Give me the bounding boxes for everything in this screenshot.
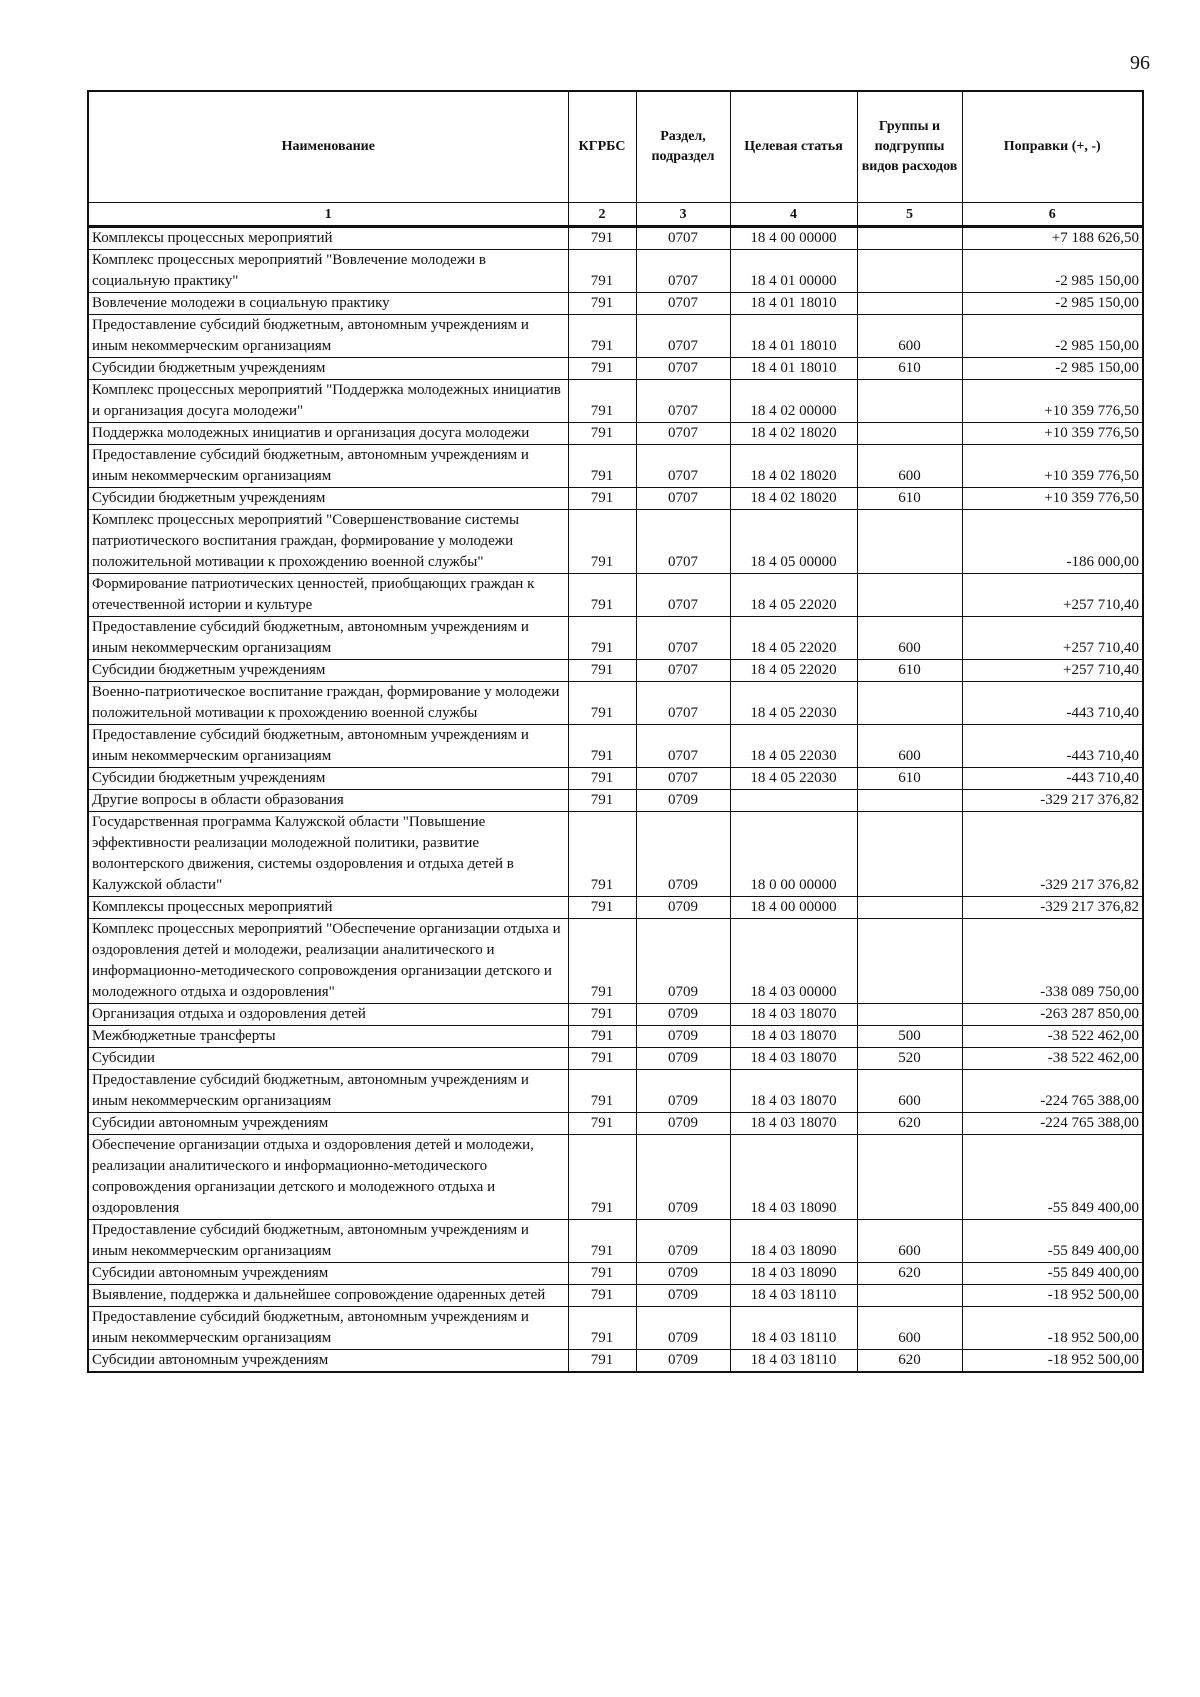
cell-expense-group: 600	[857, 315, 962, 358]
cell-amendment-amount: -55 849 400,00	[962, 1220, 1143, 1263]
table-row	[88, 510, 1143, 574]
cell-name: Комплексы процессных мероприятий	[88, 897, 568, 919]
column-number: 1	[88, 203, 568, 227]
cell-expense-group	[857, 574, 962, 617]
cell-section: 0707	[636, 380, 730, 423]
cell-name: Субсидии бюджетным учреждениям	[88, 358, 568, 380]
cell-section: 0707	[636, 423, 730, 445]
cell-kgrbs: 791	[568, 1307, 636, 1350]
cell-section: 0709	[636, 1048, 730, 1070]
table-row	[88, 660, 1143, 682]
cell-name: Предоставление субсидий бюджетным, автономным учреждениям и иным некоммерческим организациям	[88, 725, 568, 768]
cell-section: 0707	[636, 227, 730, 250]
cell-expense-group	[857, 812, 962, 897]
cell-expense-group: 600	[857, 1220, 962, 1263]
cell-target-article: 18 4 03 18070	[730, 1048, 857, 1070]
cell-name: Субсидии бюджетным учреждениям	[88, 660, 568, 682]
cell-name: Предоставление субсидий бюджетным, автономным учреждениям и иным некоммерческим организациям	[88, 1307, 568, 1350]
cell-expense-group: 610	[857, 488, 962, 510]
cell-target-article: 18 4 03 18110	[730, 1350, 857, 1373]
cell-expense-group: 620	[857, 1350, 962, 1373]
table-row	[88, 1220, 1143, 1263]
cell-expense-group	[857, 919, 962, 1004]
cell-name: Субсидии бюджетным учреждениям	[88, 488, 568, 510]
table-row	[88, 1004, 1143, 1026]
cell-kgrbs: 791	[568, 660, 636, 682]
cell-kgrbs: 791	[568, 1026, 636, 1048]
cell-name: Комплекс процессных мероприятий "Совершенствование системы патриотического воспитания граждан, формирование у молодежи положительной мотивации к прохождению военной службы"	[88, 510, 568, 574]
cell-name: Другие вопросы в области образования	[88, 790, 568, 812]
cell-amendment-amount: +257 710,40	[962, 574, 1143, 617]
cell-amendment-amount: -443 710,40	[962, 725, 1143, 768]
cell-kgrbs: 791	[568, 380, 636, 423]
header-groups: Группы и подгруппы видов расходов	[857, 91, 962, 203]
table-row	[88, 725, 1143, 768]
cell-target-article	[730, 790, 857, 812]
cell-section: 0707	[636, 315, 730, 358]
cell-expense-group: 600	[857, 1070, 962, 1113]
cell-expense-group	[857, 293, 962, 315]
table-row	[88, 617, 1143, 660]
cell-kgrbs: 791	[568, 790, 636, 812]
cell-name: Вовлечение молодежи в социальную практику	[88, 293, 568, 315]
cell-section: 0707	[636, 725, 730, 768]
cell-kgrbs: 791	[568, 768, 636, 790]
cell-target-article: 18 4 01 18010	[730, 293, 857, 315]
cell-name: Субсидии автономным учреждениям	[88, 1350, 568, 1373]
cell-expense-group: 600	[857, 725, 962, 768]
header-amendments: Поправки (+, -)	[962, 91, 1143, 203]
table-row	[88, 358, 1143, 380]
cell-target-article: 18 4 05 22020	[730, 617, 857, 660]
cell-target-article: 18 4 05 22030	[730, 768, 857, 790]
cell-name: Субсидии автономным учреждениям	[88, 1263, 568, 1285]
cell-kgrbs: 791	[568, 423, 636, 445]
cell-section: 0707	[636, 617, 730, 660]
cell-amendment-amount: -338 089 750,00	[962, 919, 1143, 1004]
cell-kgrbs: 791	[568, 510, 636, 574]
table-row	[88, 812, 1143, 897]
cell-section: 0707	[636, 488, 730, 510]
cell-section: 0707	[636, 682, 730, 725]
cell-section: 0709	[636, 1285, 730, 1307]
cell-name: Комплексы процессных мероприятий	[88, 227, 568, 250]
cell-section: 0707	[636, 293, 730, 315]
cell-amendment-amount: -329 217 376,82	[962, 812, 1143, 897]
cell-expense-group	[857, 790, 962, 812]
cell-section: 0709	[636, 919, 730, 1004]
cell-section: 0707	[636, 768, 730, 790]
header-row	[88, 91, 1143, 203]
cell-name: Предоставление субсидий бюджетным, автономным учреждениям и иным некоммерческим организациям	[88, 445, 568, 488]
cell-target-article: 18 4 02 18020	[730, 445, 857, 488]
cell-target-article: 18 4 05 00000	[730, 510, 857, 574]
cell-target-article: 18 4 02 18020	[730, 423, 857, 445]
cell-kgrbs: 791	[568, 812, 636, 897]
cell-expense-group	[857, 1285, 962, 1307]
cell-amendment-amount: -38 522 462,00	[962, 1048, 1143, 1070]
cell-amendment-amount: -38 522 462,00	[962, 1026, 1143, 1048]
cell-target-article: 18 4 03 18110	[730, 1307, 857, 1350]
cell-target-article: 18 4 00 00000	[730, 227, 857, 250]
table-row	[88, 227, 1143, 250]
cell-name: Военно-патриотическое воспитание граждан, формирование у молодежи положительной мотивации к прохождению военной службы	[88, 682, 568, 725]
table-row	[88, 1135, 1143, 1220]
cell-amendment-amount: +10 359 776,50	[962, 380, 1143, 423]
cell-section: 0709	[636, 1263, 730, 1285]
cell-amendment-amount: +10 359 776,50	[962, 423, 1143, 445]
cell-kgrbs: 791	[568, 1285, 636, 1307]
cell-kgrbs: 791	[568, 1048, 636, 1070]
cell-target-article: 18 4 03 18110	[730, 1285, 857, 1307]
cell-kgrbs: 791	[568, 725, 636, 768]
cell-target-article: 18 4 01 18010	[730, 315, 857, 358]
cell-name: Субсидии	[88, 1048, 568, 1070]
column-number-row	[88, 203, 1143, 227]
cell-amendment-amount: -186 000,00	[962, 510, 1143, 574]
table-row	[88, 1350, 1143, 1373]
cell-amendment-amount: -224 765 388,00	[962, 1070, 1143, 1113]
cell-kgrbs: 791	[568, 1263, 636, 1285]
cell-amendment-amount: -18 952 500,00	[962, 1307, 1143, 1350]
table-row	[88, 423, 1143, 445]
cell-kgrbs: 791	[568, 574, 636, 617]
cell-target-article: 18 4 05 22020	[730, 660, 857, 682]
cell-expense-group: 620	[857, 1113, 962, 1135]
cell-expense-group	[857, 1004, 962, 1026]
table-row	[88, 488, 1143, 510]
cell-target-article: 18 4 01 00000	[730, 250, 857, 293]
cell-amendment-amount: -263 287 850,00	[962, 1004, 1143, 1026]
cell-amendment-amount: +257 710,40	[962, 660, 1143, 682]
table-row	[88, 919, 1143, 1004]
table-row	[88, 1307, 1143, 1350]
table-row	[88, 1048, 1143, 1070]
cell-target-article: 18 4 05 22020	[730, 574, 857, 617]
table-row	[88, 380, 1143, 423]
cell-expense-group	[857, 380, 962, 423]
cell-expense-group: 620	[857, 1263, 962, 1285]
cell-amendment-amount: +10 359 776,50	[962, 445, 1143, 488]
cell-expense-group	[857, 423, 962, 445]
table-row	[88, 315, 1143, 358]
cell-amendment-amount: -2 985 150,00	[962, 315, 1143, 358]
header-name: Наименование	[88, 91, 568, 203]
cell-target-article: 18 4 03 18070	[730, 1026, 857, 1048]
cell-section: 0707	[636, 660, 730, 682]
cell-amendment-amount: +7 188 626,50	[962, 227, 1143, 250]
cell-name: Комплекс процессных мероприятий "Обеспечение организации отдыха и оздоровления детей и молодежи, реализации аналитического и информационно-методического сопровождения организации детского и молодежного отдыха и оздоровления"	[88, 919, 568, 1004]
cell-name: Субсидии бюджетным учреждениям	[88, 768, 568, 790]
cell-amendment-amount: -329 217 376,82	[962, 790, 1143, 812]
cell-section: 0709	[636, 1135, 730, 1220]
cell-amendment-amount: -2 985 150,00	[962, 358, 1143, 380]
cell-kgrbs: 791	[568, 315, 636, 358]
cell-kgrbs: 791	[568, 1004, 636, 1026]
cell-amendment-amount: -2 985 150,00	[962, 293, 1143, 315]
table-row	[88, 897, 1143, 919]
cell-name: Предоставление субсидий бюджетным, автономным учреждениям и иным некоммерческим организациям	[88, 315, 568, 358]
cell-section: 0709	[636, 897, 730, 919]
cell-target-article: 18 4 03 18070	[730, 1070, 857, 1113]
cell-amendment-amount: -18 952 500,00	[962, 1350, 1143, 1373]
cell-kgrbs: 791	[568, 1135, 636, 1220]
cell-expense-group: 600	[857, 445, 962, 488]
cell-section: 0707	[636, 358, 730, 380]
cell-expense-group: 610	[857, 660, 962, 682]
table-row	[88, 445, 1143, 488]
cell-kgrbs: 791	[568, 1070, 636, 1113]
cell-kgrbs: 791	[568, 1350, 636, 1373]
header-target: Целевая статья	[730, 91, 857, 203]
cell-name: Обеспечение организации отдыха и оздоровления детей и молодежи, реализации аналитического и информационно-методического сопровождения организации детского и молодежного отдыха и оздоровления	[88, 1135, 568, 1220]
cell-target-article: 18 4 03 18090	[730, 1220, 857, 1263]
cell-section: 0709	[636, 1307, 730, 1350]
column-number: 4	[730, 203, 857, 227]
column-number: 3	[636, 203, 730, 227]
cell-target-article: 18 0 00 00000	[730, 812, 857, 897]
cell-kgrbs: 791	[568, 358, 636, 380]
cell-target-article: 18 4 03 00000	[730, 919, 857, 1004]
cell-expense-group: 610	[857, 768, 962, 790]
cell-target-article: 18 4 05 22030	[730, 682, 857, 725]
table-row	[88, 1285, 1143, 1307]
table-row	[88, 682, 1143, 725]
table-row	[88, 293, 1143, 315]
cell-amendment-amount: -224 765 388,00	[962, 1113, 1143, 1135]
table-row	[88, 1263, 1143, 1285]
table-body	[88, 227, 1143, 1373]
cell-expense-group	[857, 1135, 962, 1220]
cell-target-article: 18 4 02 18020	[730, 488, 857, 510]
cell-target-article: 18 4 03 18090	[730, 1263, 857, 1285]
cell-target-article: 18 4 05 22030	[730, 725, 857, 768]
column-number: 5	[857, 203, 962, 227]
table-row	[88, 1113, 1143, 1135]
cell-target-article: 18 4 01 18010	[730, 358, 857, 380]
cell-kgrbs: 791	[568, 919, 636, 1004]
budget-amendments-table	[87, 90, 1144, 1373]
cell-target-article: 18 4 02 00000	[730, 380, 857, 423]
cell-name: Организация отдыха и оздоровления детей	[88, 1004, 568, 1026]
cell-section: 0709	[636, 1004, 730, 1026]
cell-expense-group	[857, 227, 962, 250]
cell-amendment-amount: -55 849 400,00	[962, 1135, 1143, 1220]
cell-kgrbs: 791	[568, 1220, 636, 1263]
cell-kgrbs: 791	[568, 445, 636, 488]
cell-section: 0707	[636, 250, 730, 293]
cell-kgrbs: 791	[568, 897, 636, 919]
cell-amendment-amount: -55 849 400,00	[962, 1263, 1143, 1285]
cell-target-article: 18 4 03 18070	[730, 1113, 857, 1135]
cell-name: Комплекс процессных мероприятий "Вовлечение молодежи в социальную практику"	[88, 250, 568, 293]
cell-expense-group: 500	[857, 1026, 962, 1048]
cell-section: 0707	[636, 510, 730, 574]
cell-section: 0709	[636, 1070, 730, 1113]
cell-name: Формирование патриотических ценностей, приобщающих граждан к отечественной истории и культуре	[88, 574, 568, 617]
cell-section: 0709	[636, 1220, 730, 1263]
cell-name: Межбюджетные трансферты	[88, 1026, 568, 1048]
column-number: 2	[568, 203, 636, 227]
cell-target-article: 18 4 03 18070	[730, 1004, 857, 1026]
cell-expense-group: 520	[857, 1048, 962, 1070]
cell-amendment-amount: -329 217 376,82	[962, 897, 1143, 919]
cell-expense-group: 610	[857, 358, 962, 380]
cell-target-article: 18 4 00 00000	[730, 897, 857, 919]
cell-kgrbs: 791	[568, 250, 636, 293]
cell-expense-group	[857, 682, 962, 725]
cell-amendment-amount: -443 710,40	[962, 768, 1143, 790]
cell-name: Предоставление субсидий бюджетным, автономным учреждениям и иным некоммерческим организациям	[88, 617, 568, 660]
cell-kgrbs: 791	[568, 227, 636, 250]
header-section: Раздел, подраздел	[636, 91, 730, 203]
header-kgrbs: КГРБС	[568, 91, 636, 203]
column-number: 6	[962, 203, 1143, 227]
cell-section: 0709	[636, 1350, 730, 1373]
cell-expense-group	[857, 250, 962, 293]
cell-section: 0707	[636, 445, 730, 488]
cell-name: Выявление, поддержка и дальнейшее сопровождение одаренных детей	[88, 1285, 568, 1307]
cell-expense-group: 600	[857, 1307, 962, 1350]
cell-kgrbs: 791	[568, 293, 636, 315]
cell-target-article: 18 4 03 18090	[730, 1135, 857, 1220]
cell-amendment-amount: -443 710,40	[962, 682, 1143, 725]
cell-amendment-amount: +257 710,40	[962, 617, 1143, 660]
cell-section: 0709	[636, 1113, 730, 1135]
table-row	[88, 574, 1143, 617]
cell-expense-group: 600	[857, 617, 962, 660]
cell-kgrbs: 791	[568, 682, 636, 725]
cell-amendment-amount: +10 359 776,50	[962, 488, 1143, 510]
cell-amendment-amount: -18 952 500,00	[962, 1285, 1143, 1307]
cell-expense-group	[857, 897, 962, 919]
table-row	[88, 768, 1143, 790]
cell-section: 0707	[636, 574, 730, 617]
cell-section: 0709	[636, 1026, 730, 1048]
cell-expense-group	[857, 510, 962, 574]
table-row	[88, 250, 1143, 293]
cell-section: 0709	[636, 790, 730, 812]
cell-name: Комплекс процессных мероприятий "Поддержка молодежных инициатив и организация досуга молодежи"	[88, 380, 568, 423]
table-row	[88, 790, 1143, 812]
table-row	[88, 1070, 1143, 1113]
cell-name: Государственная программа Калужской области "Повышение эффективности реализации молодежной политики, развитие волонтерского движения, системы оздоровления и отдыха детей в Калужской области"	[88, 812, 568, 897]
cell-kgrbs: 791	[568, 617, 636, 660]
cell-kgrbs: 791	[568, 1113, 636, 1135]
cell-kgrbs: 791	[568, 488, 636, 510]
table-row	[88, 1026, 1143, 1048]
cell-section: 0709	[636, 812, 730, 897]
page-number: 96	[1130, 52, 1150, 74]
cell-name: Поддержка молодежных инициатив и организация досуга молодежи	[88, 423, 568, 445]
cell-name: Субсидии автономным учреждениям	[88, 1113, 568, 1135]
cell-amendment-amount: -2 985 150,00	[962, 250, 1143, 293]
cell-name: Предоставление субсидий бюджетным, автономным учреждениям и иным некоммерческим организациям	[88, 1070, 568, 1113]
cell-name: Предоставление субсидий бюджетным, автономным учреждениям и иным некоммерческим организациям	[88, 1220, 568, 1263]
